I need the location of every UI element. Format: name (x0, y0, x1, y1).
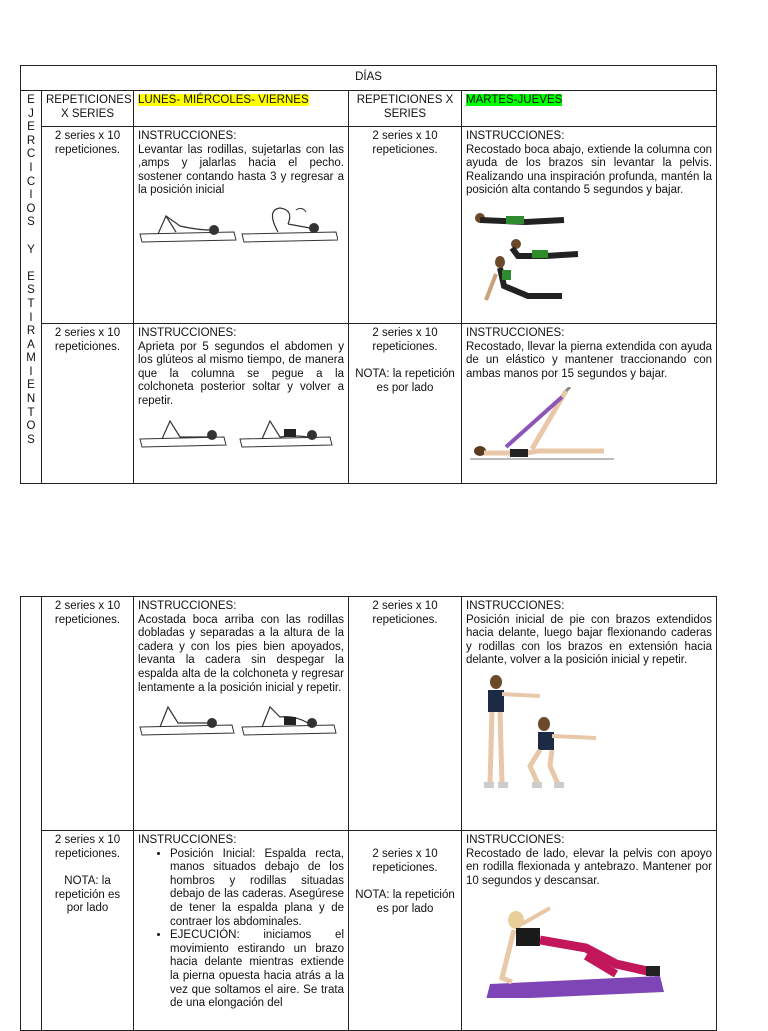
vertical-letter: C (26, 148, 36, 161)
instructions-title: INSTRUCCIONES: (138, 327, 237, 339)
instructions-cell (462, 127, 717, 324)
vertical-letter: N (26, 393, 36, 406)
vertical-letter: T (27, 406, 35, 419)
instructions-cell (462, 597, 717, 831)
vertical-letter: C (26, 175, 36, 188)
instructions-title: INSTRUCCIONES: (466, 327, 565, 339)
instructions-title: INSTRUCCIONES: (466, 834, 565, 846)
instructions-text: Posición inicial de pie con brazos extendidos hacia delante, luego bajar flexionando caderas y rodillas con los brazos en extensión hacia delante, volver a la posición inicial y repetir. (466, 613, 712, 667)
hip-bridge-illustration (138, 701, 338, 737)
instructions-cell (462, 831, 717, 1031)
reps-note: NOTA: la repetición es por lado (54, 875, 121, 915)
instructions-title: INSTRUCCIONES: (138, 834, 237, 846)
vertical-letter: I (29, 311, 33, 324)
instructions-title: INSTRUCCIONES: (466, 130, 565, 142)
vertical-letter: R (26, 325, 36, 338)
instructions-cell (134, 127, 349, 324)
knee-to-chest-illustration (138, 204, 338, 244)
reps-cell (349, 324, 462, 484)
reps-cell: 2 series x 10 repeticiones. (349, 127, 462, 324)
vertical-letter: S (27, 284, 35, 297)
reps-cell (42, 831, 134, 1031)
reps-note: NOTA: la repetición es por lado (355, 368, 455, 394)
instructions-cell (134, 597, 349, 831)
instructions-text: Recostado boca abajo, extiende la columna con ayuda de los brazos sin levantar la pelvis. Realizando una inspiración profunda, mantén la posición alta contando 5 segundos y bajar. (466, 143, 713, 197)
reps-cell: 2 series x 10 repeticiones. (42, 597, 134, 831)
instructions-title: INSTRUCCIONES: (138, 600, 237, 612)
reps-cell: 2 series x 10 repeticiones. (349, 597, 462, 831)
days-header: DÍAS (21, 66, 717, 91)
lmv-header: LUNES- MIÉRCOLES- VIERNES (134, 91, 349, 127)
instructions-text: Levantar las rodillas, sujetarlas con las ,amps y jalarlas hacia el pecho. sostener contando hasta 3 y regresar a la posición inicial (138, 143, 344, 197)
instruction-bullet: • Posición Inicial: Espalda recta, manos situados debajo de los hombros y rodillas situadas debajo de las caderas. Asegúrese de tener la espalda plana y de contraer los abdominales. (170, 848, 344, 930)
instructions-text: Aprieta por 5 segundos el abdomen y los glúteos al mismo tiempo, de manera que la columna se pegue a la colchoneta posterior soltar y volver a repetir. (138, 340, 344, 407)
vertical-letter: A (27, 338, 35, 351)
vertical-letter: O (26, 420, 36, 433)
vertical-letter: E (27, 94, 35, 106)
vertical-letter: R (26, 134, 36, 147)
instructions-title: INSTRUCCIONES: (138, 130, 237, 142)
vertical-letter: E (27, 270, 35, 283)
reps-cell: 2 series x 10 repeticiones. (42, 324, 134, 484)
vertical-letter: Y (27, 243, 35, 256)
vertical-letter: S (27, 433, 35, 446)
empty-side-cell (21, 597, 42, 1031)
mj-header: MARTES-JUEVES (462, 91, 717, 127)
side-plank-photo (466, 902, 676, 998)
instructions-list (138, 848, 344, 1011)
vertical-letter: O (26, 202, 36, 215)
instructions-cell (462, 324, 717, 484)
instructions-title: INSTRUCCIONES: (466, 600, 565, 612)
vertical-letter (21, 257, 41, 271)
pelvic-tilt-illustration (138, 415, 338, 449)
vertical-letter: T (27, 297, 35, 310)
instructions-cell (134, 831, 349, 1031)
reps-series-header-2: REPETICIONES X SERIES (349, 91, 462, 127)
vertical-letter: M (26, 352, 36, 365)
vertical-letter: S (27, 216, 35, 229)
exercises-vertical-label (21, 91, 42, 484)
exercise-table-1 (20, 65, 717, 484)
instructions-cell (134, 324, 349, 484)
reps-value: 2 series x 10 repeticiones. (54, 834, 121, 860)
vertical-letter (21, 230, 41, 244)
reps-cell (349, 831, 462, 1031)
vertical-letter: E (27, 379, 35, 392)
vertical-letter: I (29, 365, 33, 378)
squat-photo (466, 674, 606, 800)
reps-value: 2 series x 10 repeticiones. (372, 327, 438, 353)
vertical-letter: J (28, 107, 34, 120)
vertical-letter: I (29, 161, 33, 174)
vertical-letter: E (27, 121, 35, 134)
exercise-table-2 (20, 596, 717, 1031)
instruction-bullet: • EJECUCIÓN: iniciamos el movimiento estirando un brazo hacia delante mientras extiende la pierna opuesta hacia atrás a la vez que soltamos el aire. Se trata de una elongación del (170, 929, 344, 1011)
instructions-text: Recostado de lado, elevar la pelvis con apoyo en rodilla flexionada y antebrazo. Mantener por 10 segundos y descansar. (466, 847, 712, 887)
back-extension-photo (466, 204, 586, 312)
vertical-letter: I (29, 189, 33, 202)
reps-series-header: REPETICIONES X SERIES (42, 91, 134, 127)
band-leg-stretch-photo (466, 387, 616, 463)
reps-value: 2 series x 10 repeticiones. (372, 848, 438, 874)
reps-cell: 2 series x 10 repeticiones. (42, 127, 134, 324)
instructions-text: Recostado, llevar la pierna extendida con ayuda de un elástico y mantener traccionando con ambas manos por 15 segundos y bajar. (466, 340, 713, 380)
reps-note: NOTA: la repetición es por lado (355, 889, 455, 915)
instructions-text: Acostada boca arriba con las rodillas dobladas y separadas a la altura de la cadera y con los pies bien apoyados, levanta la cadera sin despegar la espalda alta de la colchoneta y regresar lentamente a la posición inicial y repetir. (138, 613, 344, 694)
